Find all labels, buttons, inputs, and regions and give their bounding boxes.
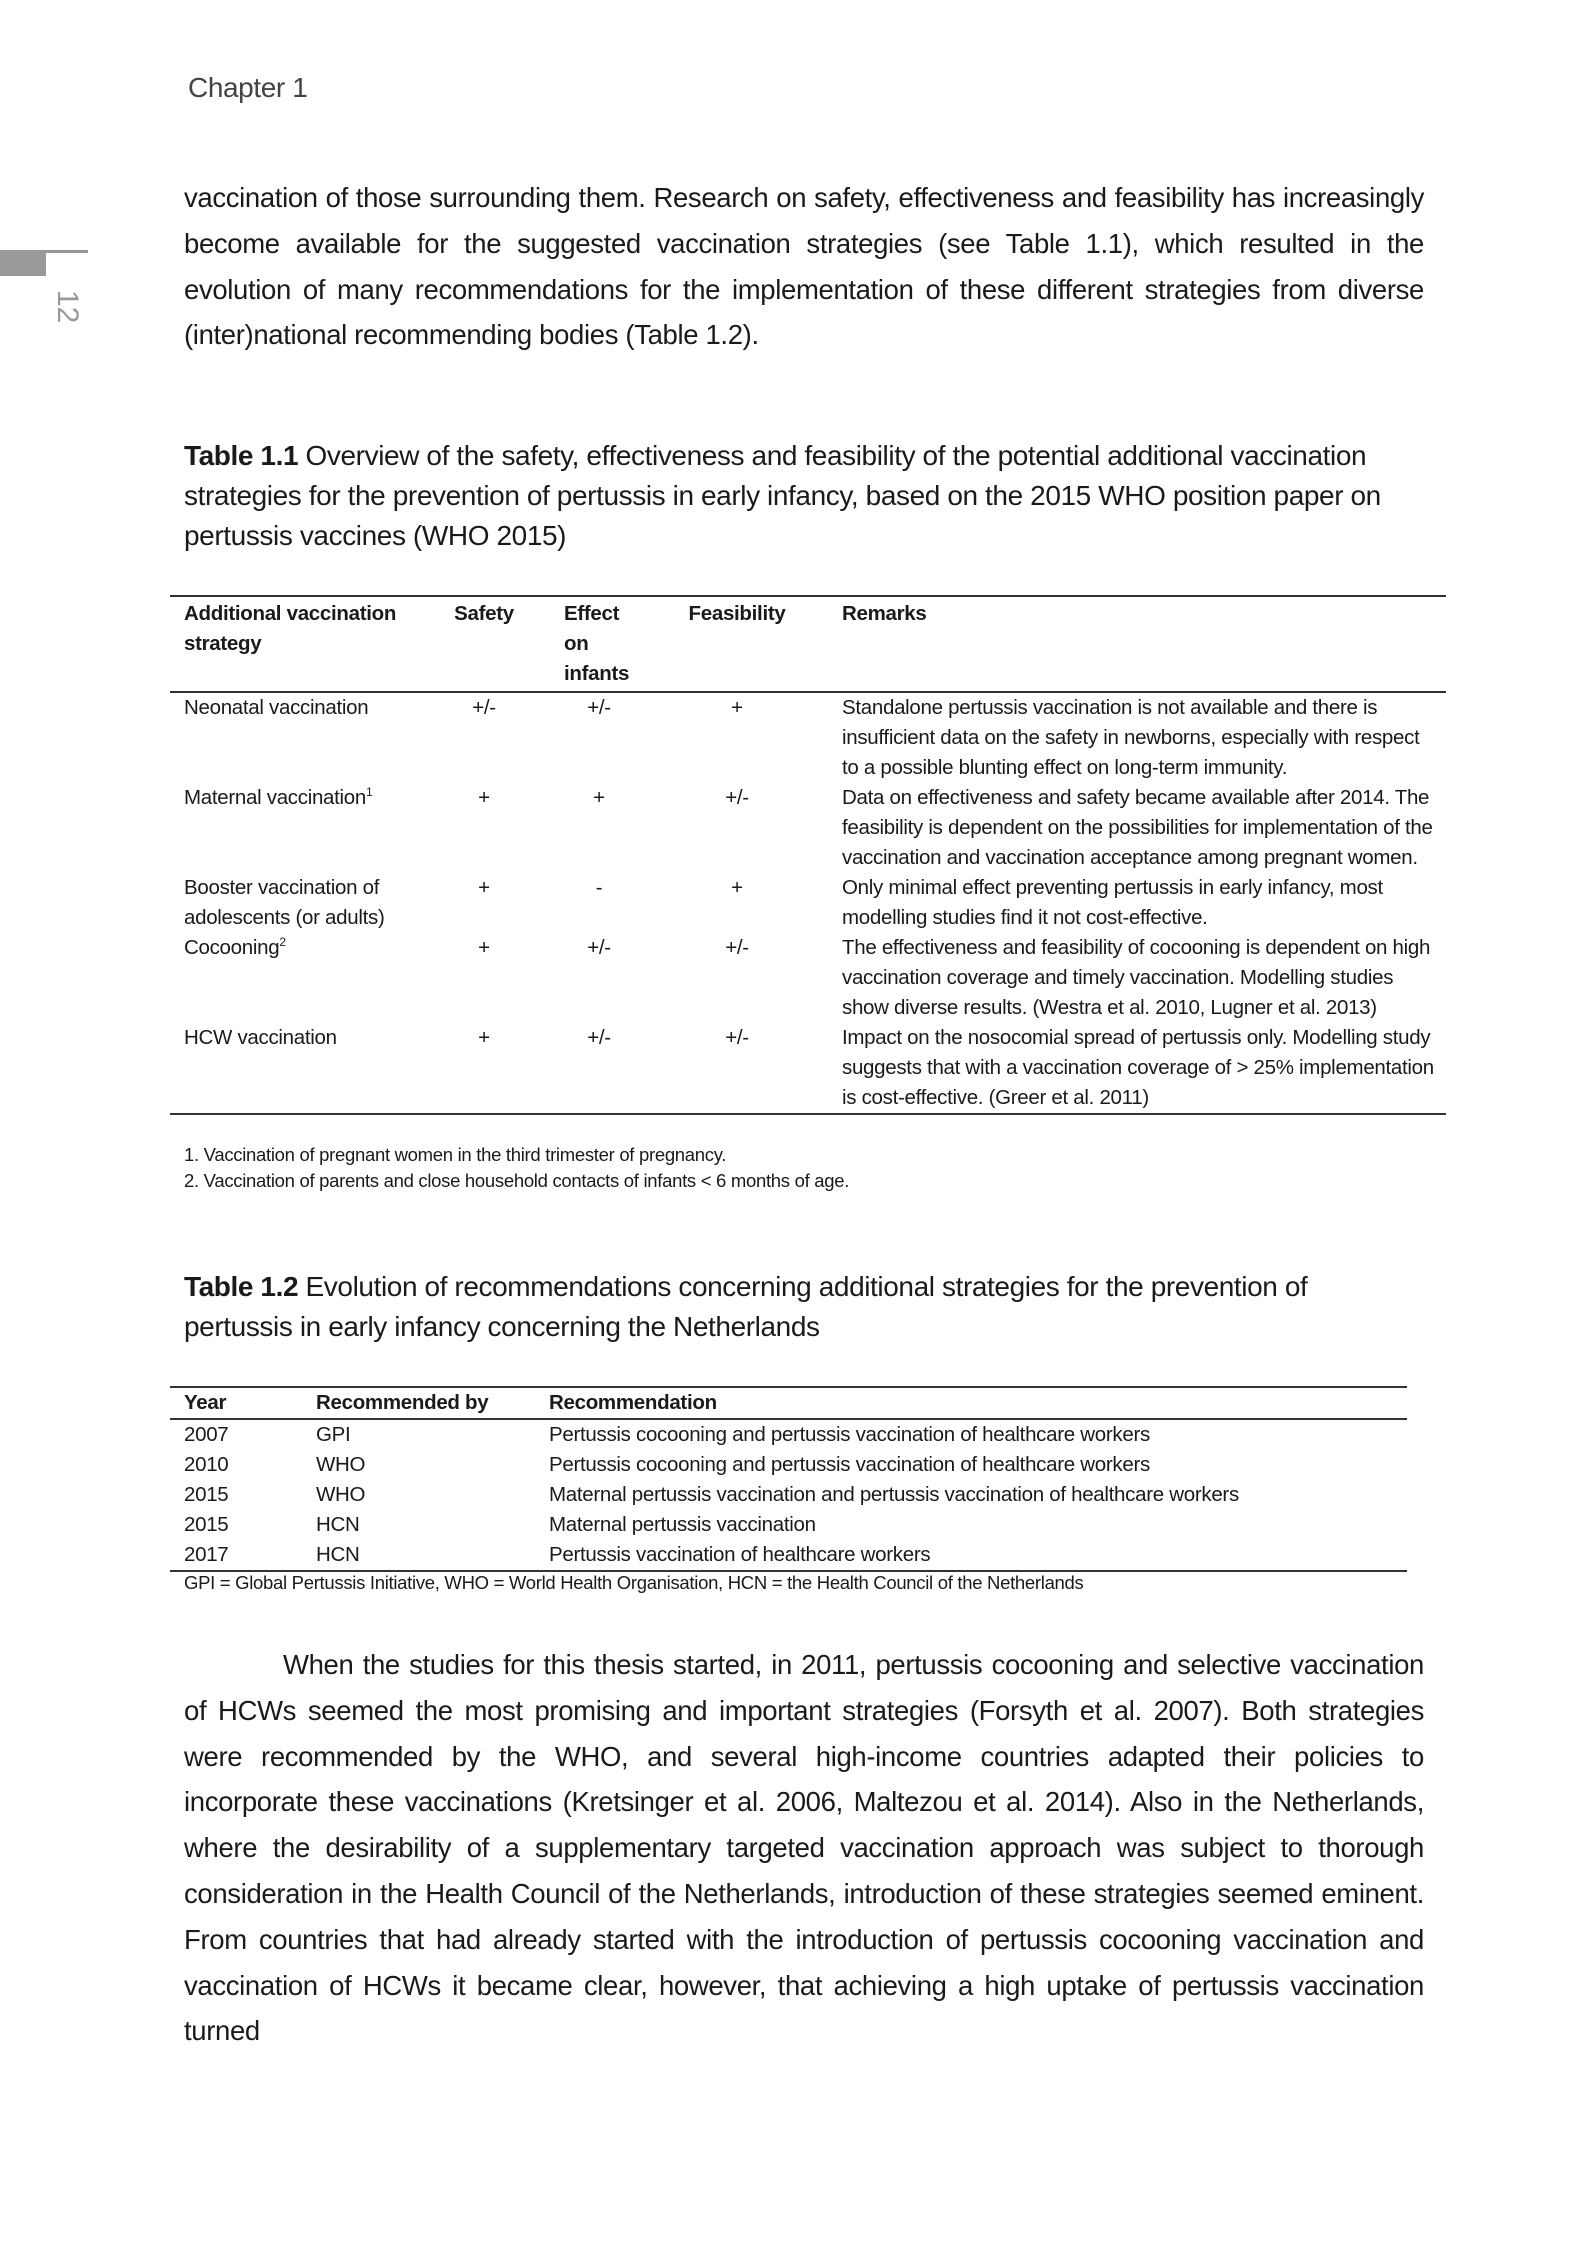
remarks-cell: Data on effectiveness and safety became available after 2014. The feasibility is dependent on the possibilities for implementation of the vaccination and vaccination acceptance among pregnant women. <box>842 786 1433 869</box>
table1-footnote-2: 2. Vaccination of parents and close household contacts of infants < 6 months of age. <box>184 1170 850 1191</box>
table1-header-safety: Safety <box>454 602 514 625</box>
recommended-by-cell: HCN <box>316 1543 360 1566</box>
safety-cell: + <box>478 936 490 959</box>
recommendation-cell: Pertussis cocooning and pertussis vaccination of healthcare workers <box>549 1423 1150 1446</box>
table1-header-effect: Effect on infants <box>564 602 630 685</box>
table2-header-year: Year <box>184 1391 227 1414</box>
table2-row <box>170 1419 1407 1450</box>
safety-cell: + <box>478 786 490 809</box>
strategy-text: Neonatal vaccination <box>184 696 369 719</box>
table1 <box>170 595 1446 1115</box>
strategy-cell <box>170 873 434 933</box>
recommendation-cell: Maternal pertussis vaccination and pertussis vaccination of healthcare workers <box>549 1483 1239 1506</box>
remarks-cell: The effectiveness and feasibility of cocooning is dependent on high vaccination coverage and timely vaccination. Modelling studies show diverse results. (Westra et al. 2010, Lugner et al. 2013) <box>842 936 1431 1019</box>
footnote-marker: 1 <box>366 785 373 800</box>
table2-row <box>170 1540 1407 1571</box>
table2-header-row <box>170 1387 1407 1419</box>
page-number: 12 <box>51 290 84 324</box>
table2-caption <box>184 1267 1414 1347</box>
running-header-chapter: Chapter 1 <box>188 72 308 103</box>
table2 <box>170 1386 1407 1572</box>
strategy-cell <box>170 692 434 783</box>
year-cell: 2015 <box>184 1483 229 1506</box>
strategy-cell <box>170 1023 434 1114</box>
recommended-by-cell: GPI <box>316 1423 351 1446</box>
table1-row <box>170 933 1446 1023</box>
safety-cell: + <box>478 876 490 899</box>
feasibility-cell: +/- <box>725 936 749 959</box>
table1-header-feasibility: Feasibility <box>688 602 786 625</box>
effect-cell: +/- <box>587 936 611 959</box>
table1-row <box>170 783 1446 873</box>
safety-cell: + <box>478 1026 490 1049</box>
effect-cell: +/- <box>587 1026 611 1049</box>
recommendation-cell: Pertussis cocooning and pertussis vaccination of healthcare workers <box>549 1453 1150 1476</box>
year-cell: 2010 <box>184 1453 229 1476</box>
effect-cell: + <box>593 786 605 809</box>
strategy-cell <box>170 933 434 1023</box>
year-cell: 2007 <box>184 1423 229 1446</box>
strategy-text: Cocooning <box>184 936 280 959</box>
table1-header-remarks: Remarks <box>842 602 927 625</box>
table1-footnote-1: 1. Vaccination of pregnant women in the third trimester of pregnancy. <box>184 1144 727 1165</box>
table2-row <box>170 1480 1407 1510</box>
table1-header-row <box>170 596 1446 692</box>
table1-caption-text: Overview of the safety, effectiveness and feasibility of the potential additional vaccination strategies for the prevention of pertussis in early infancy, based on the 2015 WHO position paper on pertussis vaccines (WHO 2015) <box>184 440 1381 551</box>
strategy-text: Maternal vaccination <box>184 786 367 809</box>
closing-paragraph: When the studies for this thesis started, in 2011, pertussis cocooning and selective vaccination of HCWs seemed the most promising and important strategies (Forsyth et al. 2007). Both strategies were recommended by the WHO, and several high-income countries adapted their policies to incorporate these vaccinations (Kretsinger et al. 2006, Maltezou et al. 2014). Also in the Netherlands, where the desirability of a supplementary targeted vaccination approach was subject to thorough consideration in the Health Council of the Netherlands, introduction of these strategies seemed eminent. From countries that had already started with the introduction of pertussis cocooning vaccination and vaccination of HCWs it became clear, however, that achieving a high uptake of pertussis vaccination turned <box>184 1649 1424 2047</box>
feasibility-cell: +/- <box>725 1026 749 1049</box>
recommendation-cell: Maternal pertussis vaccination <box>549 1513 816 1536</box>
recommended-by-cell: WHO <box>316 1483 366 1506</box>
intro-paragraph: vaccination of those surrounding them. Research on safety, effectiveness and feasibility has increasingly become available for the suggested vaccination strategies (see Table 1.1), which resulted in the evolution of many recommendations for the implementation of these different strategies from diverse (inter)national recommending bodies (Table 1.2). <box>184 182 1424 351</box>
recommendation-cell: Pertussis vaccination of healthcare workers <box>549 1543 931 1566</box>
table2-caption-text: Evolution of recommendations concerning additional strategies for the prevention of pertussis in early infancy concerning the Netherlands <box>184 1271 1308 1342</box>
footnote-marker: 2 <box>279 935 286 950</box>
recommended-by-cell: HCN <box>316 1513 360 1536</box>
strategy-text: Booster vaccination of adolescents (or adults) <box>184 876 385 929</box>
table1-header-strategy: Additional vaccination strategy <box>184 602 397 655</box>
table1-row <box>170 692 1446 783</box>
year-cell: 2017 <box>184 1543 229 1566</box>
table2-header-recommended-by: Recommended by <box>316 1391 489 1414</box>
remarks-cell: Standalone pertussis vaccination is not available and there is insufficient data on the safety in newborns, especially with respect to a possible blunting effect on long-term immunity. <box>842 696 1420 779</box>
remarks-cell: Impact on the nosocomial spread of pertussis only. Modelling study suggests that with a vaccination coverage of > 25% implementation is cost-effective. (Greer et al. 2011) <box>842 1026 1434 1109</box>
recommended-by-cell: WHO <box>316 1453 366 1476</box>
table2-row <box>170 1450 1407 1480</box>
strategy-cell <box>170 783 434 873</box>
strategy-text: HCW vaccination <box>184 1026 337 1049</box>
effect-cell: - <box>595 876 603 899</box>
table2-footnote: GPI = Global Pertussis Initiative, WHO = World Health Organisation, HCN = the Health Council of the Netherlands <box>184 1572 1084 1593</box>
table2-label: Table 1.2 <box>184 1271 299 1302</box>
feasibility-cell: + <box>731 696 743 719</box>
remarks-cell: Only minimal effect preventing pertussis in early infancy, most modelling studies find it not cost-effective. <box>842 876 1383 929</box>
table1-row <box>170 1023 1446 1114</box>
table2-row <box>170 1510 1407 1540</box>
table1-label: Table 1.1 <box>184 440 299 471</box>
effect-cell: +/- <box>587 696 611 719</box>
table2-header-recommendation: Recommendation <box>549 1391 717 1414</box>
safety-cell: +/- <box>472 696 496 719</box>
feasibility-cell: +/- <box>725 786 749 809</box>
page-tab-line <box>46 250 88 253</box>
feasibility-cell: + <box>731 876 743 899</box>
page-tab-marker <box>0 250 46 276</box>
year-cell: 2015 <box>184 1513 229 1536</box>
table1-row <box>170 873 1446 933</box>
table1-caption <box>184 436 1414 556</box>
